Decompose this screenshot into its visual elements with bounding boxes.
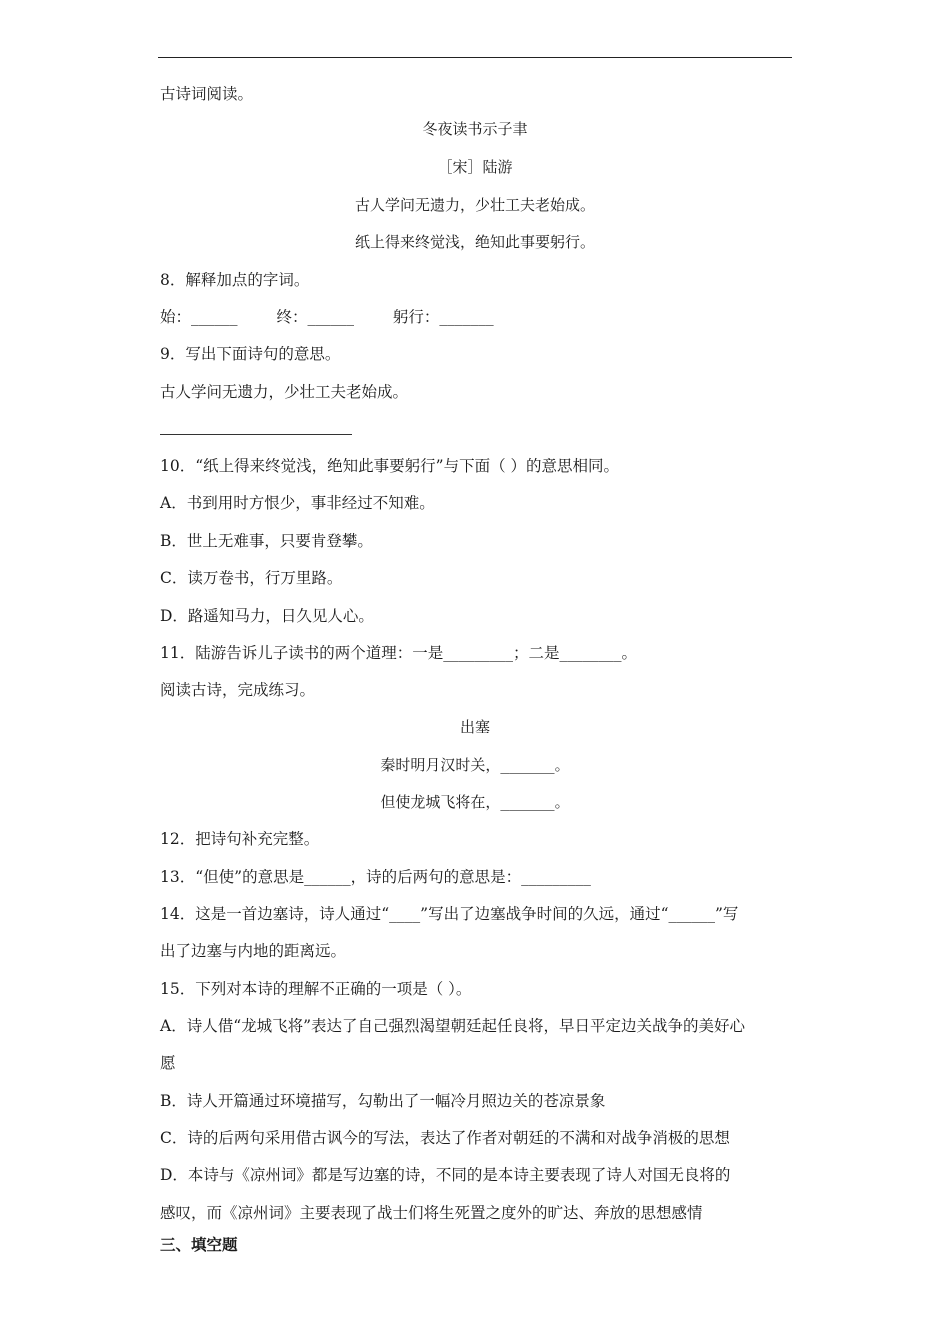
blank-gongxing[interactable]: 躬行：_______ — [392, 308, 494, 326]
poem-title: 出塞 — [459, 718, 490, 736]
header-rule — [158, 57, 792, 58]
option-a-cont: 愿 — [160, 1054, 176, 1072]
answer-line[interactable] — [160, 434, 352, 435]
question-8-blanks — [160, 307, 494, 327]
question-8: 8．解释加点的字词。 — [160, 271, 310, 289]
question-14: 14．这是一首边塞诗，诗人通过“____”写出了边塞战争时间的久远，通过“______”写 — [160, 905, 739, 923]
poem-line: 秦时明月汉时关，______。 — [380, 756, 570, 774]
option-d-cont: 感叹，而《凉州词》主要表现了战士们将生死置之度外的旷达、奔放的思想感情 — [160, 1204, 703, 1222]
option-a[interactable]: A．诗人借“龙城飞将”表达了自己强烈渴望朝廷起任良将，早日平定边关战争的美好心 — [160, 1017, 746, 1035]
blank-zhong[interactable]: 终：______ — [276, 308, 354, 326]
blank-shi[interactable]: 始：______ — [160, 308, 238, 326]
poem-line: 古人学问无遗力，少壮工夫老始成。 — [354, 196, 595, 214]
question-13: 13．“但使”的意思是______，诗的后两句的意思是：_________ — [160, 868, 591, 886]
poem-author: ［宋］陆游 — [437, 158, 513, 176]
question-9-quote: 古人学问无遗力，少壮工夫老始成。 — [160, 383, 409, 401]
poem-line: 但使龙城飞将在，______。 — [380, 793, 570, 811]
option-c[interactable]: C．读万卷书，行万里路。 — [160, 569, 343, 587]
question-15: 15．下列对本诗的理解不正确的一项是（ ）。 — [160, 980, 472, 998]
reading-intro-2: 阅读古诗，完成练习。 — [160, 681, 316, 699]
reading-intro: 古诗词阅读。 — [160, 85, 254, 103]
option-d[interactable]: D．路遥知马力，日久见人心。 — [160, 607, 374, 625]
question-14-cont: 出了边塞与内地的距离远。 — [160, 942, 347, 960]
question-9: 9．写出下面诗句的意思。 — [160, 345, 341, 363]
question-12: 12．把诗句补充完整。 — [160, 830, 320, 848]
question-11: 11．陆游告诉儿子读书的两个道理：一是_________；二是________。 — [160, 644, 637, 662]
option-a[interactable]: A．书到用时方恨少，事非经过不知难。 — [160, 494, 435, 512]
option-c[interactable]: C．诗的后两句采用借古讽今的写法，表达了作者对朝廷的不满和对战争消极的思想 — [160, 1129, 730, 1147]
poem-line: 纸上得来终觉浅，绝知此事要躬行。 — [354, 233, 595, 251]
question-10: 10．“纸上得来终觉浅，绝知此事要躬行”与下面（ ）的意思相同。 — [160, 457, 620, 475]
option-b[interactable]: B．诗人开篇通过环境描写，勾勒出了一幅冷月照边关的苍凉景象 — [160, 1092, 606, 1110]
option-b[interactable]: B．世上无难事，只要肯登攀。 — [160, 532, 373, 550]
section-heading: 三、填空题 — [160, 1236, 238, 1254]
poem-title: 冬夜读书示子聿 — [422, 120, 528, 138]
option-d[interactable]: D．本诗与《凉州词》都是写边塞的诗，不同的是本诗主要表现了诗人对国无良将的 — [160, 1166, 731, 1184]
